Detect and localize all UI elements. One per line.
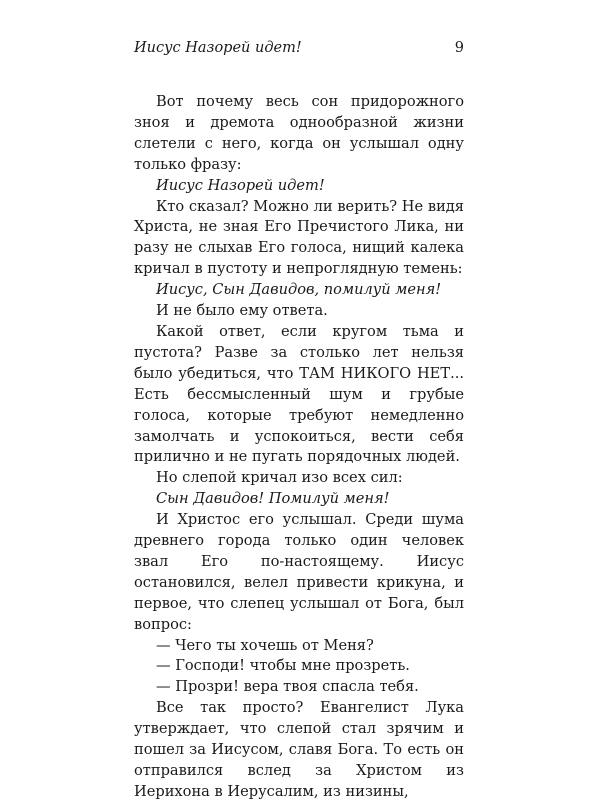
- quote-paragraph: Иисус, Сын Давидов, помилуй меня!: [156, 281, 442, 299]
- quote-paragraph: Иисус Назорей идет!: [156, 176, 325, 194]
- paragraph: Какой ответ, если кругом тьма и пустота? Разве за столько лет нельзя было убедиться, что ТАМ НИКОГО НЕТ... Есть бессмысленный шум и грубые голоса, которые требуют немедленно замолчать и успокоиться, вести себя прилично и не пугать порядочных людей.: [134, 322, 464, 466]
- running-title: Иисус Назорей идет!: [134, 40, 302, 56]
- page-body: [134, 92, 464, 803]
- paragraph: Вот почему весь сон придорожного зноя и дремота однообразной жизни слетели с него, когда он услышал одну только фразу:: [134, 93, 464, 173]
- paragraph: Кто сказал? Можно ли верить? Не видя Христа, не зная Его Пречистого Лика, ни разу не слыхав Его голоса, нищий калека кричал в пустоту и непроглядную темень:: [134, 197, 464, 278]
- dialogue-line: — Господи! чтобы мне прозреть.: [156, 657, 410, 675]
- page-number: 9: [454, 40, 464, 56]
- paragraph: Все так просто? Евангелист Лука утверждает, что слепой стал зрячим и пошел за Иисусом, славя Бога. То есть он отправился вслед за Христом из Иерихона в Иерусалим, из низины,: [134, 699, 464, 800]
- paragraph: И не было ему ответа.: [156, 302, 328, 320]
- paragraph: И Христос его услышал. Среди шума древнего города только один человек звал Его по-настоящему. Иисус остановился, велел привести крикуна, и первое, что слепец услышал от Бога, был вопрос:: [134, 511, 464, 633]
- dialogue-line: — Прозри! вера твоя спасла тебя.: [156, 678, 419, 696]
- paragraph: Но слепой кричал изо всех сил:: [156, 469, 403, 487]
- quote-paragraph: Сын Давидов! Помилуй меня!: [156, 490, 390, 508]
- dialogue-line: — Чего ты хочешь от Меня?: [156, 636, 374, 654]
- page-header: [134, 40, 464, 62]
